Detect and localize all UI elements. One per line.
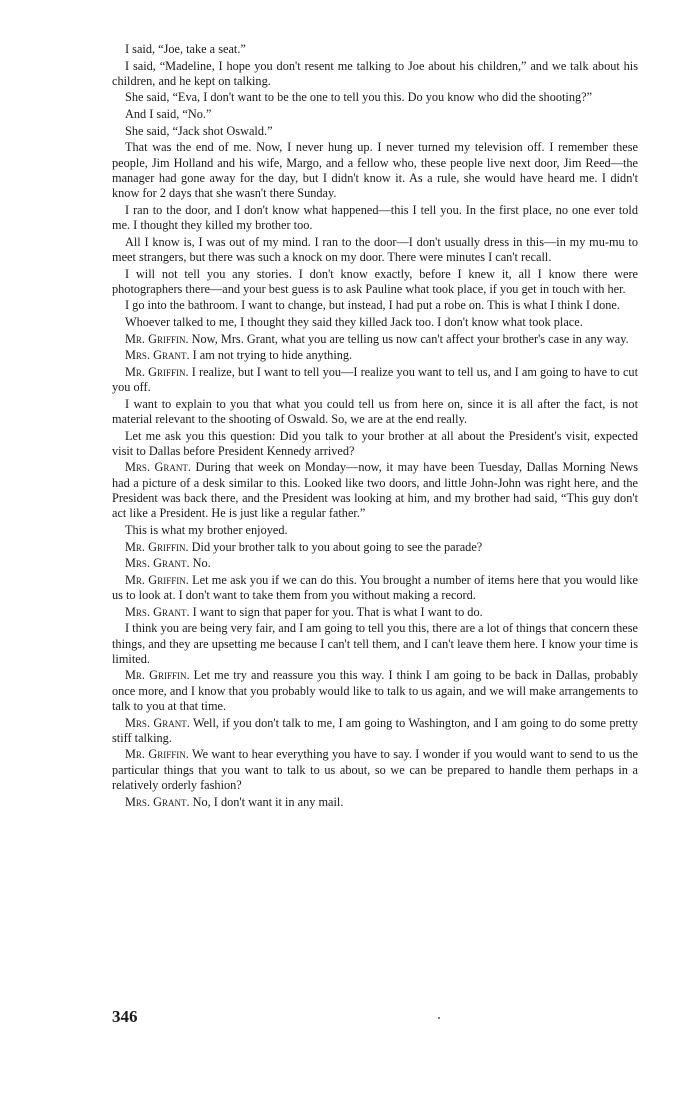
- transcript-paragraph: [112, 42, 638, 57]
- transcript-paragraph: [112, 795, 638, 810]
- speaker-label: Mr. Griffin.: [125, 747, 189, 762]
- paragraph-text: This is what my brother enjoyed.: [125, 522, 288, 537]
- transcript-paragraph: [112, 397, 638, 428]
- paragraph-text: I think you are being very fair, and I am going to tell you this, there are a lot of things that concern these things, and they are upsetting me because I can't tell them, and I can't leave them here. I know your time is limited.: [112, 621, 638, 666]
- transcript-paragraph: [112, 523, 638, 538]
- paragraph-text: Whoever talked to me, I thought they said they killed Jack too. I don't know what took place.: [125, 315, 583, 330]
- transcript-paragraph: [112, 460, 638, 521]
- print-speck: [438, 1017, 440, 1019]
- transcript-paragraph: [112, 124, 638, 139]
- transcript-paragraph: [112, 59, 638, 90]
- speaker-label: Mrs. Grant.: [125, 460, 191, 475]
- paragraph-text: I want to sign that paper for you. That is what I want to do.: [192, 604, 483, 619]
- paragraph-text: I said, “Madeline, I hope you don't resent me talking to Joe about his children,” and we talk about his children, and he kept on talking.: [112, 58, 638, 88]
- speaker-label: Mrs. Grant.: [125, 604, 190, 619]
- paragraph-text: I want to explain to you that what you could tell us from here on, since it is all after the fact, is not material relevant to the shooting of Oswald. So, we are at the end really.: [112, 396, 638, 426]
- transcript-paragraph: [112, 540, 638, 555]
- transcript-paragraph: [112, 668, 638, 714]
- paragraph-text: No.: [192, 556, 211, 571]
- speaker-label: Mrs. Grant.: [125, 794, 190, 809]
- paragraph-text: Let me ask you if we can do this. You brought a number of items here that you would like us to look at. I don't want to take them from you without making a record.: [112, 572, 638, 603]
- transcript-paragraph: [112, 556, 638, 571]
- speaker-label: Mrs. Grant.: [125, 556, 190, 571]
- paragraph-text: Let me ask you this question: Did you talk to your brother at all about the President's visit, expected visit to Dallas before President Kennedy arrived?: [112, 428, 638, 458]
- paragraph-text: No, I don't want it in any mail.: [192, 794, 344, 809]
- paragraph-text: She said, “Jack shot Oswald.”: [125, 123, 273, 138]
- transcript-paragraph: [112, 235, 638, 266]
- transcript-paragraph: [112, 140, 638, 201]
- transcript-paragraph: [112, 348, 638, 363]
- transcript-paragraph: [112, 621, 638, 667]
- transcript-paragraph: [112, 429, 638, 460]
- speaker-label: Mr. Griffin.: [125, 364, 189, 379]
- transcript-paragraph: [112, 573, 638, 604]
- paragraph-text: I realize, but I want to tell you—I realize you want to tell us, and I am going to have to cut you off.: [112, 364, 638, 395]
- paragraph-text: Let me try and reassure you this way. I think I am going to be back in Dallas, probably once more, and I know that you probably would like to talk to us again, and we will make arrangements to talk to you at that time.: [112, 668, 638, 713]
- paragraph-text: I am not trying to hide anything.: [192, 348, 353, 363]
- speaker-label: Mr. Griffin.: [125, 668, 190, 683]
- paragraph-text: Now, Mrs. Grant, what you are telling us now can't affect your brother's case in any way.: [191, 331, 629, 346]
- transcript-paragraph: [112, 332, 638, 347]
- transcript-paragraph: [112, 267, 638, 298]
- paragraph-text: I said, “Joe, take a seat.”: [125, 42, 246, 56]
- speaker-label: Mr. Griffin.: [125, 572, 189, 587]
- paragraph-text: She said, “Eva, I don't want to be the one to tell you this. Do you know who did the shooting?”: [125, 90, 593, 105]
- paragraph-text: During that week on Monday—now, it may have been Tuesday, Dallas Morning News had a picture of a desk similar to this. Looked like two doors, and little John-John was right here, and the President was back there, and the President was looking at him, and my brother had said, “This guy don't act like a President. He is just like a regular father.”: [112, 460, 639, 521]
- transcript-paragraph: [112, 605, 638, 620]
- transcript-paragraph: [112, 747, 638, 793]
- paragraph-text: Well, if you don't talk to me, I am going to Washington, and I am going to do some pretty stiff talking.: [112, 715, 639, 745]
- transcript-paragraph: [112, 365, 638, 396]
- paragraph-text: I will not tell you any stories. I don't know exactly, before I knew it, all I know there were photographers there—and your best guess is to ask Pauline what took place, if you get in touch with her.: [112, 266, 638, 296]
- transcript-paragraph: [112, 107, 638, 122]
- speaker-label: Mrs. Grant.: [125, 715, 190, 730]
- speaker-label: Mrs. Grant.: [125, 348, 190, 363]
- paragraph-text: I ran to the door, and I don't know what happened—this I tell you. In the first place, no one ever told me. I thought they killed my brother too.: [112, 202, 638, 233]
- speaker-label: Mr. Griffin.: [125, 331, 189, 346]
- transcript-paragraph: [112, 203, 638, 234]
- transcript-page: [112, 42, 638, 811]
- paragraph-text: That was the end of me. Now, I never hung up. I never turned my television off. I remember these people, Jim Holland and his wife, Margo, and a fellow who, these people live next door, Jim Reed—the manager had gone away for the day, but I didn't know it. As a rule, she would have heard me. I didn't know for 2 days that she wasn't there Sunday.: [112, 140, 638, 201]
- paragraph-text: I go into the bathroom. I want to change, but instead, I had put a robe on. This is what I think I done.: [125, 298, 620, 313]
- paragraph-text: We want to hear everything you have to say. I wonder if you would want to send to us the particular things that you want to talk to us about, so we can be prepared to handle them perhaps in a relatively orderly fashion?: [112, 747, 638, 793]
- page-number: 346: [112, 1007, 138, 1026]
- paragraph-text: Did your brother talk to you about going to see the parade?: [191, 539, 483, 554]
- transcript-paragraph: [112, 315, 638, 330]
- paragraph-text: And I said, “No.”: [125, 107, 212, 122]
- paragraph-text: All I know is, I was out of my mind. I ran to the door—I don't usually dress in this—in my mu-mu to meet strangers, but there was such a knock on my door. There were minutes I can't recall.: [112, 234, 638, 264]
- transcript-paragraph: [112, 90, 638, 105]
- speaker-label: Mr. Griffin.: [125, 539, 189, 554]
- transcript-paragraph: [112, 716, 638, 747]
- transcript-paragraph: [112, 298, 638, 313]
